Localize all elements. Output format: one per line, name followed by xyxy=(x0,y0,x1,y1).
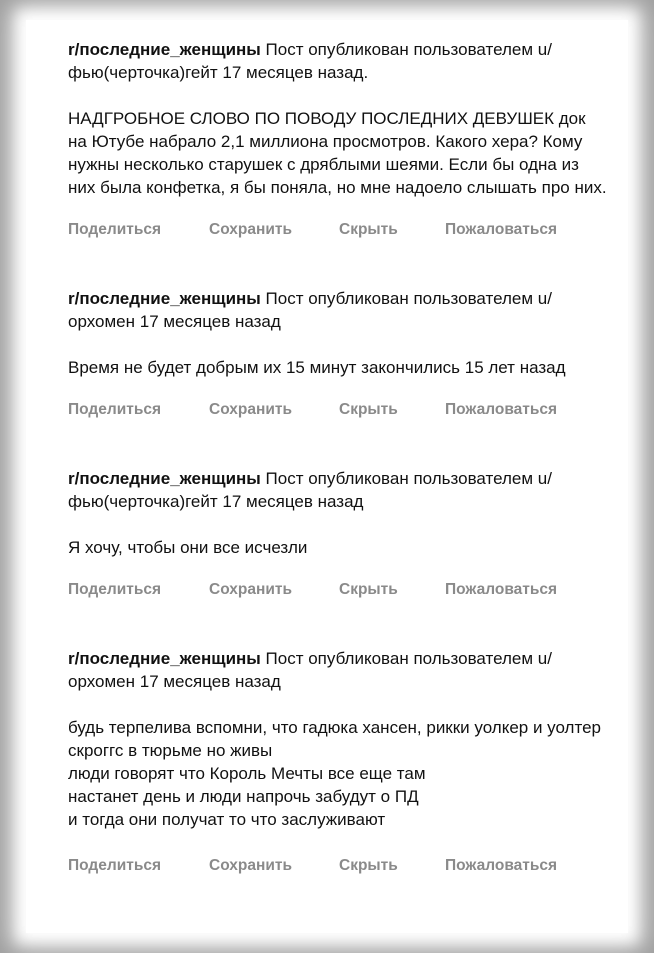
post-meta: Пост опубликован пользователем u/фью(черточка)гейт 17 месяцев назад. xyxy=(68,40,552,82)
subreddit-link[interactable]: r/последние_женщины xyxy=(68,649,261,668)
post-actions xyxy=(68,581,608,601)
save-button[interactable]: Сохранить xyxy=(209,221,292,238)
subreddit-link[interactable]: r/последние_женщины xyxy=(68,40,261,59)
share-button[interactable]: Поделиться xyxy=(68,221,162,238)
post xyxy=(68,38,608,241)
post-body: будь терпелива вспомни, что гадюка хансен, рикки уолкер и уолтер скроггс в тюрьме но живы люди говорят что Король Мечты все еще там настанет день и люди напрочь забудут о ПД и тогда они получат то что заслуживают xyxy=(68,718,601,829)
hide-button[interactable]: Скрыть xyxy=(339,401,398,418)
save-button[interactable]: Сохранить xyxy=(209,857,292,874)
subreddit-link[interactable]: r/последние_женщины xyxy=(68,469,261,488)
report-button[interactable]: Пожаловаться xyxy=(445,401,558,418)
share-button[interactable]: Поделиться xyxy=(68,401,162,418)
post xyxy=(68,467,608,601)
hide-button[interactable]: Скрыть xyxy=(339,581,398,598)
hide-button[interactable]: Скрыть xyxy=(339,221,398,238)
share-button[interactable]: Поделиться xyxy=(68,857,162,874)
save-button[interactable]: Сохранить xyxy=(209,401,292,418)
post-body: НАДГРОБНОЕ СЛОВО ПО ПОВОДУ ПОСЛЕДНИХ ДЕВУШЕК док на Ютубе набрало 2,1 миллиона просмотров. Какого хера? Кому нужны несколько старушек с дряблыми шеями. Если бы одна из них была конфетка, я бы поняла, но мне надоело слышать про них. xyxy=(68,109,607,197)
post-header xyxy=(68,467,608,513)
post-meta: Пост опубликован пользователем u/фью(черточка)гейт 17 месяцев назад xyxy=(68,469,552,511)
post xyxy=(68,287,608,421)
report-button[interactable]: Пожаловаться xyxy=(445,581,558,598)
report-button[interactable]: Пожаловаться xyxy=(445,857,558,874)
post-actions xyxy=(68,221,608,241)
post-header xyxy=(68,647,608,693)
post xyxy=(68,647,608,877)
post-actions xyxy=(68,857,608,877)
report-button[interactable]: Пожаловаться xyxy=(445,221,558,238)
post-meta: Пост опубликован пользователем u/орхомен 17 месяцев назад xyxy=(68,289,552,331)
hide-button[interactable]: Скрыть xyxy=(339,857,398,874)
post-body: Время не будет добрым их 15 минут закончились 15 лет назад xyxy=(68,358,566,377)
post-actions xyxy=(68,401,608,421)
comment-feed xyxy=(68,38,608,877)
subreddit-link[interactable]: r/последние_женщины xyxy=(68,289,261,308)
post-meta: Пост опубликован пользователем u/орхомен 17 месяцев назад xyxy=(68,649,552,691)
save-button[interactable]: Сохранить xyxy=(209,581,292,598)
share-button[interactable]: Поделиться xyxy=(68,581,162,598)
page-frame xyxy=(26,20,628,933)
post-header xyxy=(68,38,608,84)
post-header xyxy=(68,287,608,333)
post-body: Я хочу, чтобы они все исчезли xyxy=(68,538,308,557)
